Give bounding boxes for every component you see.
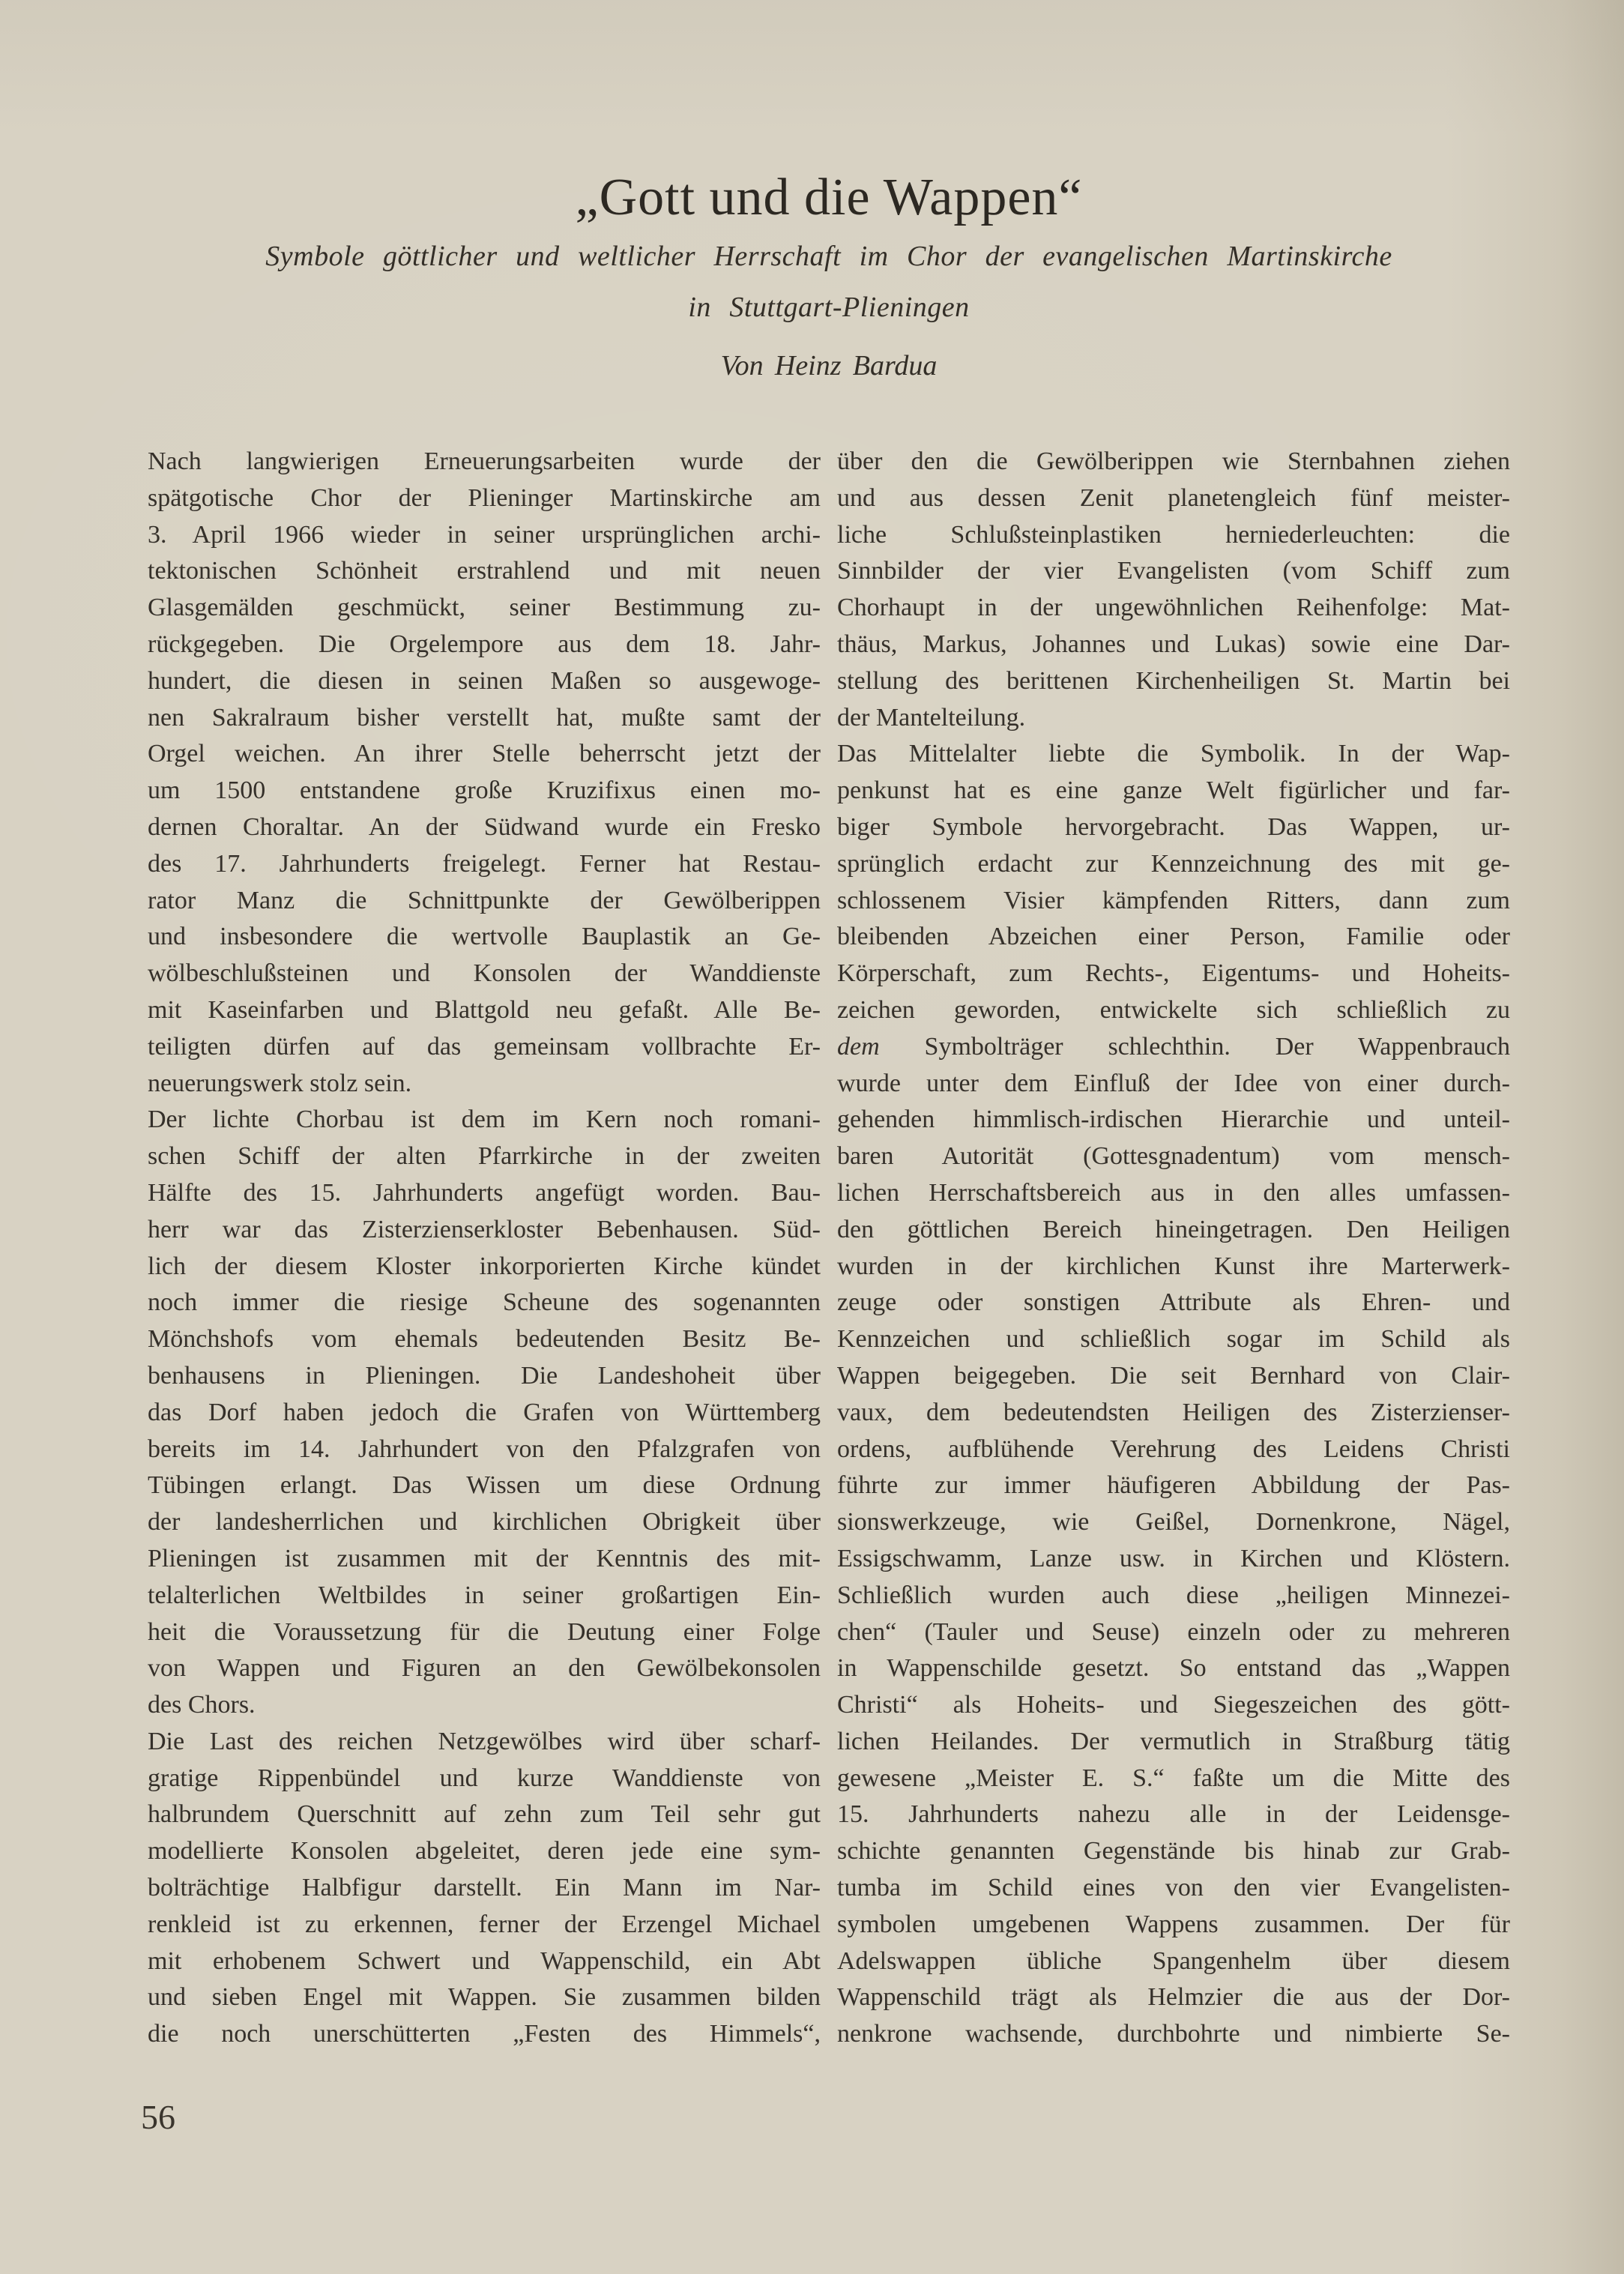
page-title: „Gott und die Wappen“ [575, 168, 1083, 226]
text-line: penkunst hat es eine ganze Welt figürlicher und far- [837, 776, 1510, 805]
text-line: der landesherrlichen und kirchlichen Obrigkeit über [148, 1508, 821, 1536]
text-line: zeuge oder sonstigen Attribute als Ehren- und [837, 1288, 1510, 1317]
text-line: symbolen umgebenen Wappens zusammen. Der für [837, 1910, 1510, 1938]
text-line: Kennzeichen und schließlich sogar im Schild als [837, 1325, 1510, 1354]
text-line: in Wappenschilde gesetzt. So entstand das „Wappen [837, 1654, 1510, 1683]
text-line: der Mantelteilung. [837, 703, 1026, 732]
text-line: 3. April 1966 wieder in seiner ursprünglichen archi- [148, 520, 821, 549]
text-line: neuerungswerk stolz sein. [148, 1069, 412, 1097]
text-line: schlossenem Visier kämpfenden Ritters, dann zum [837, 886, 1510, 914]
left-column [148, 444, 821, 2053]
page-number: 56 [141, 2098, 175, 2136]
text-line: zeichen geworden, entwickelte sich schließlich zu [837, 995, 1510, 1024]
text-line: wurden in der kirchlichen Kunst ihre Marterwerk- [837, 1252, 1510, 1280]
text-line: lichen Heilandes. Der vermutlich in Straßburg tätig [837, 1727, 1510, 1755]
text-line: mit Kaseinfarben und Blattgold neu gefaßt. Alle Be- [148, 995, 821, 1024]
text-line: dernen Choraltar. An der Südwand wurde ein Fresko [148, 812, 821, 841]
text-line: den göttlichen Bereich hineingetragen. Den Heiligen [837, 1215, 1510, 1243]
text-line: hundert, die diesen in seinen Maßen so ausgewoge- [148, 666, 821, 695]
text-line: Glasgemälden geschmückt, seiner Bestimmung zu- [148, 594, 821, 622]
text-line: von Wappen und Figuren an den Gewölbekonsolen [148, 1654, 821, 1683]
text-line: Christi“ als Hoheits- und Siegeszeichen des gött- [837, 1691, 1510, 1719]
text-line: Wappenschild trägt als Helmzier die aus der Dor- [837, 1983, 1510, 2012]
text-line: und aus dessen Zenit planetengleich fünf meister- [837, 483, 1510, 512]
text-line: benhausens in Plieningen. Die Landeshoheit über [148, 1361, 821, 1390]
text-line: und insbesondere die wertvolle Bauplastik an Ge- [148, 923, 821, 951]
text-line: bleibenden Abzeichen einer Person, Familie oder [837, 923, 1510, 951]
text-line: die noch unerschütterten „Festen des Himmels“, [148, 2020, 821, 2048]
text-line: Die Last des reichen Netzgewölbes wird über scharf- [148, 1727, 821, 1755]
text-line: nenkrone wachsende, durchbohrte und nimbierte Se- [837, 2020, 1510, 2048]
text-line: über den die Gewölberippen wie Sternbahnen ziehen [837, 447, 1510, 475]
text-line: schichte genannten Gegenstände bis hinab zur Grab- [837, 1837, 1510, 1866]
text-line: biger Symbole hervorgebracht. Das Wappen, ur- [837, 812, 1510, 841]
text-line: thäus, Markus, Johannes und Lukas) sowie eine Dar- [837, 630, 1510, 658]
text-line: Chorhaupt in der ungewöhnlichen Reihenfolge: Mat- [837, 594, 1510, 622]
text-line: Wappen beigegeben. Die seit Bernhard von Clair- [837, 1361, 1510, 1390]
text-line: lichen Herrschaftsbereich aus in den alles umfassen- [837, 1178, 1510, 1207]
text-line: lich der diesem Kloster inkorporierten Kirche kündet [148, 1252, 821, 1280]
text-line: rückgegeben. Die Orgelempore aus dem 18. Jahr- [148, 630, 821, 658]
text-line: heit die Voraussetzung für die Deutung einer Folge [148, 1617, 821, 1646]
text-columns [148, 444, 1510, 2053]
text-line: sionswerkzeuge, wie Geißel, Dornenkrone, Nägel, [837, 1508, 1510, 1536]
text-line: Hälfte des 15. Jahrhunderts angefügt worden. Bau- [148, 1178, 821, 1207]
text-line: ordens, aufblühende Verehrung des Leidens Christi [837, 1435, 1510, 1463]
text-line: renkleid ist zu erkennen, ferner der Erzengel Michael [148, 1910, 821, 1938]
text-line: Das Mittelalter liebte die Symbolik. In der Wap- [837, 740, 1510, 768]
text-line: Essigschwamm, Lanze usw. in Kirchen und Klöstern. [837, 1544, 1510, 1572]
text-line: tumba im Schild eines von den vier Evangelisten- [837, 1874, 1510, 1902]
text-line: um 1500 entstandene große Kruzifixus einen mo- [148, 776, 821, 805]
text-line: schen Schiff der alten Pfarrkirche in der zweiten [148, 1142, 821, 1171]
text-line: mit erhobenem Schwert und Wappenschild, ein Abt [148, 1946, 821, 1975]
text-line: dem Symbolträger schlechthin. Der Wappenbrauch [837, 1032, 1510, 1061]
text-line: wölbeschlußsteinen und Konsolen der Wanddienste [148, 959, 821, 988]
text-line: Mönchshofs vom ehemals bedeutenden Besitz Be- [148, 1325, 821, 1354]
text-line: Adelswappen übliche Spangenhelm über diesem [837, 1946, 1510, 1975]
text-line: bolträchtige Halbfigur darstellt. Ein Mann im Nar- [148, 1874, 821, 1902]
text-line: gewesene „Meister E. S.“ faßte um die Mitte des [837, 1764, 1510, 1792]
text-line: wurde unter dem Einfluß der Idee von einer durch- [837, 1069, 1510, 1097]
text-line: Der lichte Chorbau ist dem im Kern noch romani- [148, 1106, 821, 1134]
text-line: 15. Jahrhunderts nahezu alle in der Leidensge- [837, 1800, 1510, 1829]
text-line: nen Sakralraum bisher verstellt hat, mußte samt der [148, 703, 821, 732]
text-line: Nach langwierigen Erneuerungsarbeiten wurde der [148, 447, 821, 475]
text-line: rator Manz die Schnittpunkte der Gewölberippen [148, 886, 821, 914]
text-line: telalterlichen Weltbildes in seiner großartigen Ein- [148, 1581, 821, 1609]
text-line: Orgel weichen. An ihrer Stelle beherrscht jetzt der [148, 740, 821, 768]
text-line: gehenden himmlisch-irdischen Hierarchie und unteil- [837, 1106, 1510, 1134]
text-line: vaux, dem bedeutendsten Heiligen des Zisterzienser- [837, 1398, 1510, 1426]
text-line: halbrundem Querschnitt auf zehn zum Teil sehr gut [148, 1800, 821, 1829]
subtitle-line-1: Symbole göttlicher und weltlicher Herrschaft im Chor der evangelischen Martinskirche [265, 241, 1392, 272]
text-line: gratige Rippenbündel und kurze Wanddienste von [148, 1764, 821, 1792]
right-column [837, 444, 1510, 2053]
subtitle-line-2: in Stuttgart-Plieningen [688, 292, 970, 323]
text-line: des Chors. [148, 1691, 256, 1719]
text-line: das Dorf haben jedoch die Grafen von Württemberg [148, 1398, 821, 1426]
text-line: modellierte Konsolen abgeleitet, deren jede eine sym- [148, 1837, 821, 1866]
text-line: bereits im 14. Jahrhundert von den Pfalzgrafen von [148, 1435, 821, 1463]
text-line: liche Schlußsteinplastiken herniederleuchten: die [837, 520, 1510, 549]
text-line: stellung des berittenen Kirchenheiligen St. Martin bei [837, 666, 1510, 695]
text-line: führte zur immer häufigeren Abbildung der Pas- [837, 1471, 1510, 1500]
text-line: Tübingen erlangt. Das Wissen um diese Ordnung [148, 1471, 821, 1500]
text-line: Plieningen ist zusammen mit der Kenntnis des mit- [148, 1544, 821, 1572]
text-line: tektonischen Schönheit erstrahlend und mit neuen [148, 557, 821, 585]
text-line: des 17. Jahrhunderts freigelegt. Ferner hat Restau- [148, 849, 821, 878]
text-line: baren Autorität (Gottesgnadentum) vom mensch- [837, 1142, 1510, 1171]
text-line: teiligten dürfen auf das gemeinsam vollbrachte Er- [148, 1032, 821, 1061]
text-line: und sieben Engel mit Wappen. Sie zusammen bilden [148, 1983, 821, 2012]
text-line: Schließlich wurden auch diese „heiligen Minnezei- [837, 1581, 1510, 1609]
text-line: spätgotische Chor der Plieninger Martinskirche am [148, 483, 821, 512]
author-byline: Von Heinz Bardua [720, 350, 938, 381]
text-line: noch immer die riesige Scheune des sogenannten [148, 1288, 821, 1317]
text-line: chen“ (Tauler und Seuse) einzeln oder zu mehreren [837, 1617, 1510, 1646]
text-line: herr war das Zisterzienserkloster Bebenhausen. Süd- [148, 1215, 821, 1243]
text-line: Sinnbilder der vier Evangelisten (vom Schiff zum [837, 557, 1510, 585]
text-line: sprünglich erdacht zur Kennzeichnung des mit ge- [837, 849, 1510, 878]
text-line: Körperschaft, zum Rechts-, Eigentums- und Hoheits- [837, 959, 1510, 988]
